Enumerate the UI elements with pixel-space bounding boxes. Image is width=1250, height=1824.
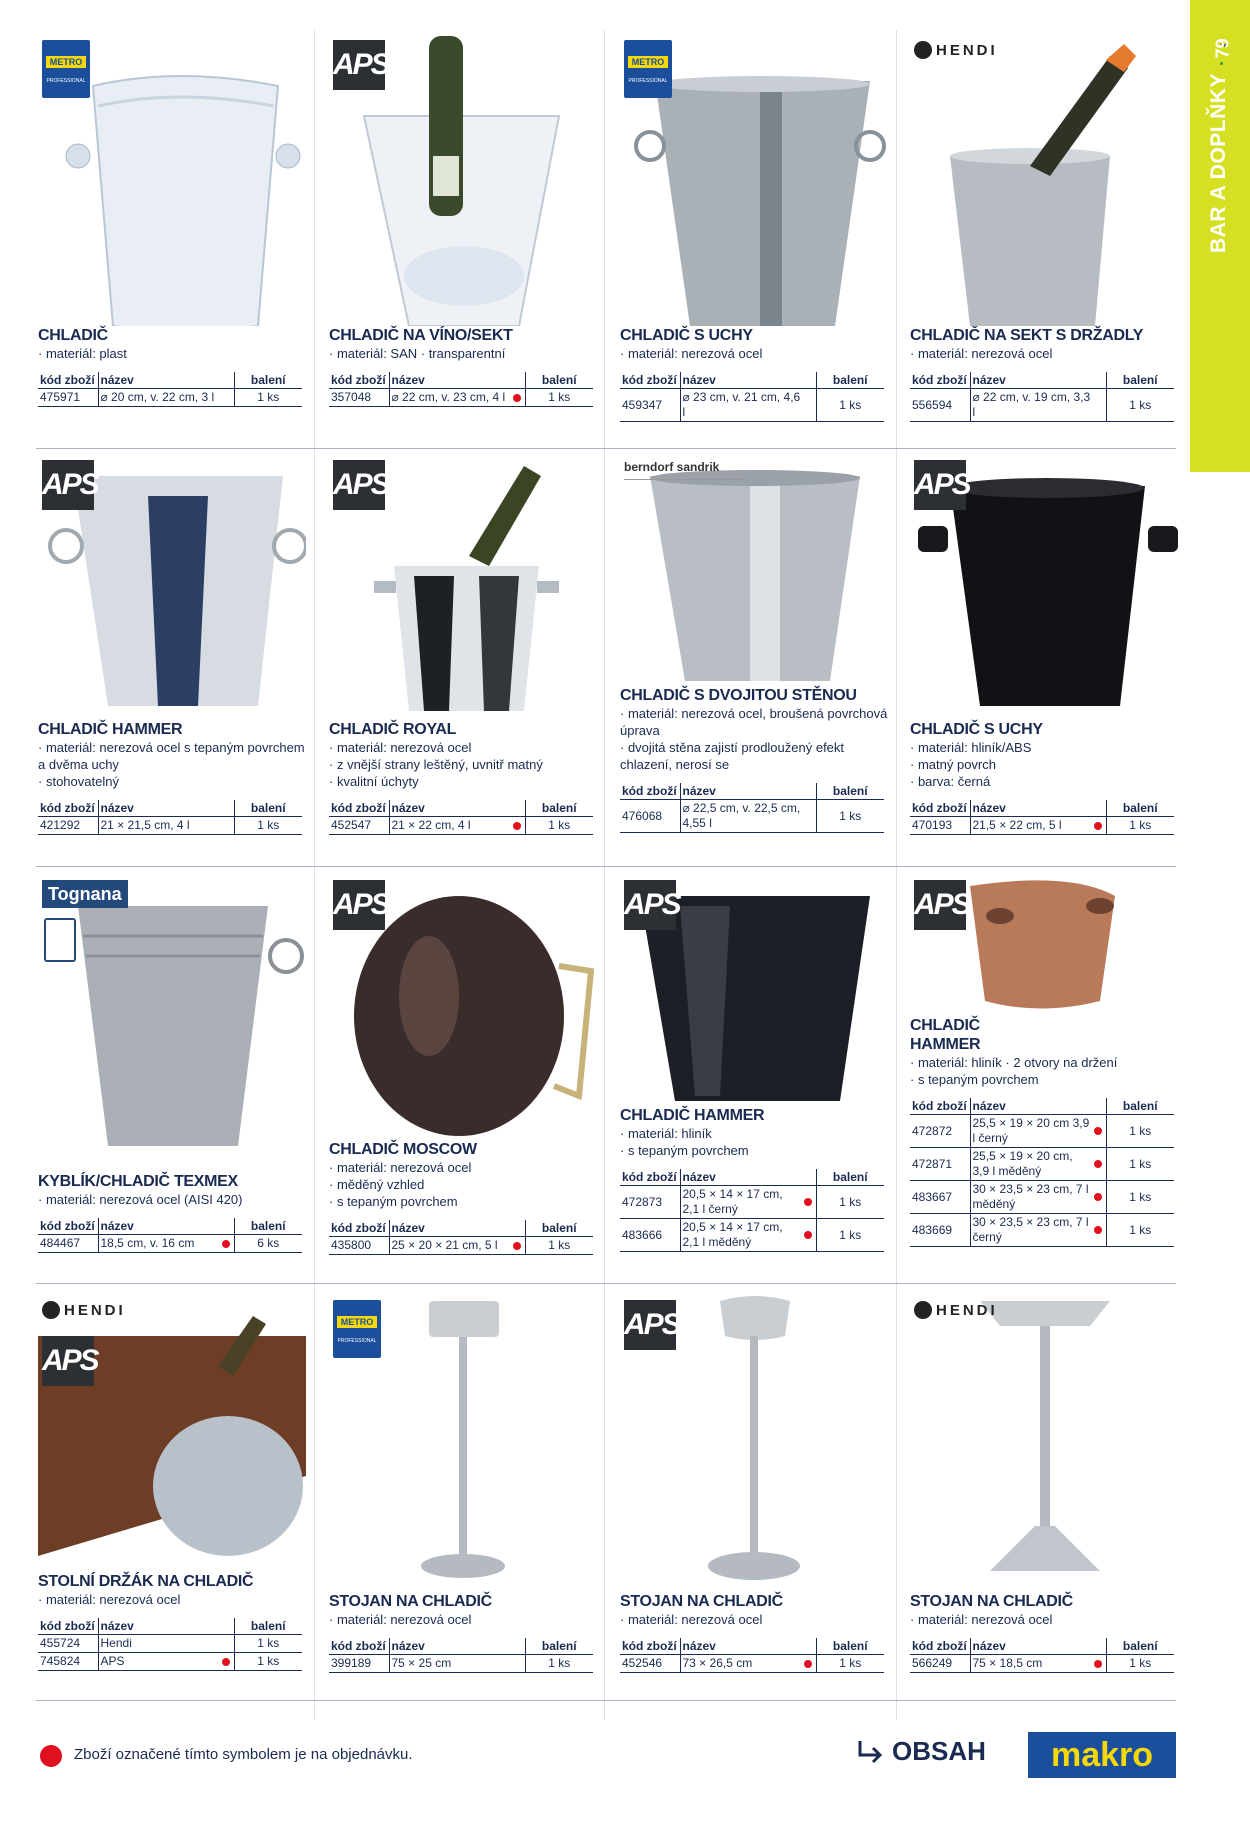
product-title: CHLADIČ ROYAL <box>329 721 457 738</box>
product-table: kód zboží název balení 484467 18,5 cm, v. 16 cm 6 ks <box>38 1218 302 1253</box>
tognana-logo: Tognana <box>42 880 128 908</box>
product-image[interactable] <box>38 36 306 326</box>
table-row: 472872 25,5 × 19 × 20 cm 3,9 l černý 1 ks <box>910 1115 1174 1148</box>
hendi-logo: HENDI <box>914 1300 998 1320</box>
product-table: kód zboží název balení 399189 75 × 25 cm 1 ks <box>329 1638 593 1673</box>
product-card[interactable] <box>329 1296 597 1673</box>
order-dot-icon <box>222 1240 230 1248</box>
dishwasher-icon <box>44 918 76 962</box>
order-dot-icon <box>1094 1193 1102 1201</box>
product-specs: · materiál: nerezová ocel <box>620 345 888 362</box>
aps-logo: APS <box>42 460 94 510</box>
order-dot-icon <box>1094 822 1102 830</box>
order-dot-icon <box>513 1242 521 1250</box>
product-title: CHLADIČ NA VÍNO/SEKT <box>329 327 513 344</box>
product-title: CHLADIČ NA SEKT S DRŽADLY <box>910 327 1144 344</box>
metro-logo: METRO PROFESSIONAL <box>624 40 672 98</box>
product-title: CHLADIČ S UCHY <box>910 721 1043 738</box>
product-image[interactable] <box>620 876 888 1106</box>
product-title: CHLADIČ MOSCOW <box>329 1141 477 1158</box>
champagne-cooler-picture <box>910 36 1178 326</box>
product-image[interactable] <box>910 36 1178 326</box>
product-table: kód zboží název balení 435800 25 × 20 × 21 cm, 5 l 1 ks <box>329 1220 593 1255</box>
contents-link[interactable] <box>856 1736 986 1767</box>
contents-label: OBSAH <box>892 1736 986 1766</box>
stand-picture <box>910 1296 1178 1592</box>
product-table: kód zboží název balení 475971 ⌀ 20 cm, v. 22 cm, 3 l 1 ks <box>38 372 302 407</box>
product-table: kód zboží název balení 452547 21 × 22 cm, 4 l 1 ks <box>329 800 593 835</box>
product-table: kód zboží název balení 452546 73 × 26,5 cm 1 ks <box>620 1638 884 1673</box>
product-card[interactable] <box>910 36 1178 422</box>
product-specs: · materiál: nerezová ocel <box>38 1591 306 1608</box>
product-title: STOLNÍ DRŽÁK NA CHLADIČ <box>38 1573 254 1590</box>
table-row: 483667 30 × 23,5 × 23 cm, 7 l měděný 1 ks <box>910 1181 1174 1214</box>
product-table: kód zboží název balení 459347 ⌀ 23 cm, v. 21 cm, 4,6 l 1 ks <box>620 372 884 422</box>
order-dot-icon <box>513 394 521 402</box>
product-table: kód zboží název balení 455724 Hendi 1 ks 745824 APS 1 ks <box>38 1618 302 1671</box>
order-dot-icon <box>1094 1127 1102 1135</box>
aps-logo: APS <box>333 460 385 510</box>
order-dot-icon <box>222 1658 230 1666</box>
product-image[interactable] <box>329 1296 597 1592</box>
product-specs: · materiál: nerezová ocel <box>910 345 1178 362</box>
table-row: 399189 75 × 25 cm 1 ks <box>329 1655 593 1673</box>
product-title: CHLADIČ <box>38 327 108 344</box>
product-specs: · materiál: nerezová ocel <box>329 1611 597 1628</box>
table-row: 484467 18,5 cm, v. 16 cm 6 ks <box>38 1235 302 1253</box>
aps-logo: APS <box>333 880 385 930</box>
product-title: CHLADIČ HAMMER <box>620 1107 765 1124</box>
table-row: 476068 ⌀ 22,5 cm, v. 22,5 cm, 4,55 l 1 ks <box>620 800 884 833</box>
product-specs: · materiál: nerezová ocel · měděný vzhled · s tepaným povrchem <box>329 1159 597 1210</box>
order-dot-icon <box>1094 1160 1102 1168</box>
metro-logo: METRO PROFESSIONAL <box>333 1300 381 1358</box>
table-row: 421292 21 × 21,5 cm, 4 l 1 ks <box>38 817 302 835</box>
aps-logo: APS <box>624 880 676 930</box>
product-specs: · materiál: hliník · 2 otvory na držení · s tepaným povrchem <box>910 1054 1178 1088</box>
product-table: kód zboží název balení 470193 21,5 × 22 cm, 5 l 1 ks <box>910 800 1174 835</box>
row-divider <box>36 1700 1176 1701</box>
hendi-logo: HENDI <box>42 1300 126 1320</box>
table-row: 459347 ⌀ 23 cm, v. 21 cm, 4,6 l 1 ks <box>620 389 884 422</box>
product-card[interactable] <box>38 876 306 1253</box>
table-row: 483669 30 × 23,5 × 23 cm, 7 l černý 1 ks <box>910 1214 1174 1247</box>
product-card[interactable] <box>329 36 597 407</box>
order-dot-icon <box>1094 1226 1102 1234</box>
return-arrow-icon <box>856 1737 886 1767</box>
product-title: CHLADIČ S DVOJITOU STĚNOU <box>620 687 857 704</box>
metro-logo: METRO PROFESSIONAL <box>42 40 90 98</box>
product-card[interactable] <box>620 36 888 422</box>
product-card[interactable] <box>38 36 306 407</box>
hendi-icon <box>914 1301 932 1319</box>
product-card[interactable] <box>620 456 888 833</box>
product-image[interactable] <box>329 876 597 1140</box>
double-wall-bucket-picture <box>620 456 888 686</box>
product-title: KYBLÍK/CHLADIČ TEXMEX <box>38 1173 238 1190</box>
product-specs: · materiál: nerezová ocel <box>910 1611 1178 1628</box>
product-specs: · materiál: nerezová ocel <box>620 1611 888 1628</box>
table-row: 566249 75 × 18,5 cm 1 ks <box>910 1655 1174 1673</box>
berndorf-logo: berndorf sandrik <box>624 460 749 480</box>
aps-logo: APS <box>333 40 385 90</box>
order-dot-icon <box>1094 1660 1102 1668</box>
makro-logo[interactable]: makro <box>1028 1732 1176 1778</box>
product-card[interactable] <box>329 876 597 1255</box>
product-table: kód zboží název balení 421292 21 × 21,5 cm, 4 l 1 ks <box>38 800 302 835</box>
product-card[interactable] <box>329 456 597 835</box>
product-card[interactable] <box>620 876 888 1252</box>
product-image[interactable] <box>38 876 306 1172</box>
column-divider <box>896 30 897 1720</box>
product-image[interactable] <box>910 876 1178 1016</box>
row-divider <box>36 1283 1176 1284</box>
product-image[interactable] <box>620 456 888 686</box>
product-card[interactable] <box>38 456 306 835</box>
table-row: 745824 APS 1 ks <box>38 1653 302 1671</box>
table-row: 357048 ⌀ 22 cm, v. 23 cm, 4 l 1 ks <box>329 389 593 407</box>
legend-text: Zboží označené tímto symbolem je na objednávku. <box>74 1746 413 1763</box>
table-row: 470193 21,5 × 22 cm, 5 l 1 ks <box>910 817 1174 835</box>
table-row: 452547 21 × 22 cm, 4 l 1 ks <box>329 817 593 835</box>
product-title: STOJAN NA CHLADIČ <box>329 1593 492 1610</box>
product-specs: · materiál: nerezová ocel · z vnější strany leštěný, uvnitř matný · kvalitní úchyty <box>329 739 597 790</box>
hendi-icon <box>42 1301 60 1319</box>
table-row: 455724 Hendi 1 ks <box>38 1635 302 1653</box>
aps-logo: APS <box>42 1336 94 1386</box>
product-card[interactable] <box>620 1296 888 1673</box>
aps-logo: APS <box>914 880 966 930</box>
section-label: BAR A DOPLŇKY <box>1207 73 1230 253</box>
product-specs: · materiál: nerezová ocel, broušená povrchová úprava · dvojitá stěna zajistí prodloužený efekt chlazení, nerosí se <box>620 705 888 773</box>
product-specs: · materiál: nerezová ocel s tepaným povrchem a dvěma uchy · stohovatelný <box>38 739 306 790</box>
product-table: kód zboží název balení 472872 25,5 × 19 × 20 cm 3,9 l černý 1 ks 472871 25,5 × 19 × 20 cm, 3,9 l měděný 1 ks 483667 30 × 23,5 × 23 cm, 7 l měděný 1 ks 483669 30 × 23,5 × 23 cm, 7 l černý 1 ks <box>910 1098 1174 1247</box>
column-divider <box>604 30 605 1720</box>
texmex-bucket-picture <box>38 876 306 1172</box>
product-title: STOJAN NA CHLADIČ <box>910 1593 1073 1610</box>
order-dot-icon <box>804 1231 812 1239</box>
product-specs: · materiál: hliník/ABS · matný povrch · barva: černá <box>910 739 1178 790</box>
product-specs: · materiál: hliník · s tepaným povrchem <box>620 1125 888 1159</box>
product-image[interactable] <box>910 1296 1178 1592</box>
product-image[interactable] <box>620 36 888 326</box>
hendi-logo: HENDI <box>914 40 998 60</box>
product-card[interactable] <box>38 1296 306 1671</box>
order-symbol-icon <box>40 1745 62 1767</box>
product-title: STOJAN NA CHLADIČ <box>620 1593 783 1610</box>
order-dot-icon <box>513 822 521 830</box>
product-table: kód zboží název balení 357048 ⌀ 22 cm, v. 23 cm, 4 l 1 ks <box>329 372 593 407</box>
product-card[interactable] <box>910 876 1178 1247</box>
product-image[interactable] <box>620 1296 888 1592</box>
product-card[interactable] <box>910 456 1178 835</box>
product-specs: · materiál: SAN · transparentní <box>329 345 597 362</box>
hendi-icon <box>914 41 932 59</box>
product-image[interactable] <box>38 456 306 720</box>
table-row: 435800 25 × 20 × 21 cm, 5 l 1 ks <box>329 1237 593 1255</box>
product-specs: · materiál: plast <box>38 345 306 362</box>
product-table: kód zboží název balení 476068 ⌀ 22,5 cm, v. 22,5 cm, 4,55 l 1 ks <box>620 783 884 833</box>
product-table: kód zboží název balení 566249 75 × 18,5 cm 1 ks <box>910 1638 1174 1673</box>
row-divider <box>36 866 1176 867</box>
product-image[interactable] <box>329 456 597 720</box>
column-divider <box>314 30 315 1720</box>
product-specs: · materiál: nerezová ocel (AISI 420) <box>38 1191 306 1208</box>
aps-logo: APS <box>624 1300 676 1350</box>
table-row: 475971 ⌀ 20 cm, v. 22 cm, 3 l 1 ks <box>38 389 302 407</box>
product-title: CHLADIČ HAMMER <box>910 1017 981 1053</box>
product-title: CHLADIČ S UCHY <box>620 327 753 344</box>
product-table: kód zboží název balení 556594 ⌀ 22 cm, v. 19 cm, 3,3 l 1 ks <box>910 372 1174 422</box>
table-row: 556594 ⌀ 22 cm, v. 19 cm, 3,3 l 1 ks <box>910 389 1174 422</box>
product-card[interactable] <box>910 1296 1178 1673</box>
product-image[interactable] <box>910 456 1178 720</box>
product-image[interactable] <box>38 1296 306 1572</box>
product-image[interactable] <box>329 36 597 326</box>
product-table: kód zboží název balení 472873 20,5 × 14 × 17 cm, 2,1 l černý 1 ks 483666 20,5 × 14 × 17 cm, 2,1 l měděný 1 ks <box>620 1169 884 1252</box>
page-number: 79 <box>1212 38 1233 59</box>
table-row: 472873 20,5 × 14 × 17 cm, 2,1 l černý 1 ks <box>620 1186 884 1219</box>
product-title: CHLADIČ HAMMER <box>38 721 183 738</box>
table-row: 483666 20,5 × 14 × 17 cm, 2,1 l měděný 1 ks <box>620 1219 884 1252</box>
order-dot-icon <box>804 1660 812 1668</box>
order-dot-icon <box>804 1198 812 1206</box>
table-row: 472871 25,5 × 19 × 20 cm, 3,9 l měděný 1 ks <box>910 1148 1174 1181</box>
row-divider <box>36 448 1176 449</box>
aps-logo: APS <box>914 460 966 510</box>
table-row: 452546 73 × 26,5 cm 1 ks <box>620 1655 884 1673</box>
